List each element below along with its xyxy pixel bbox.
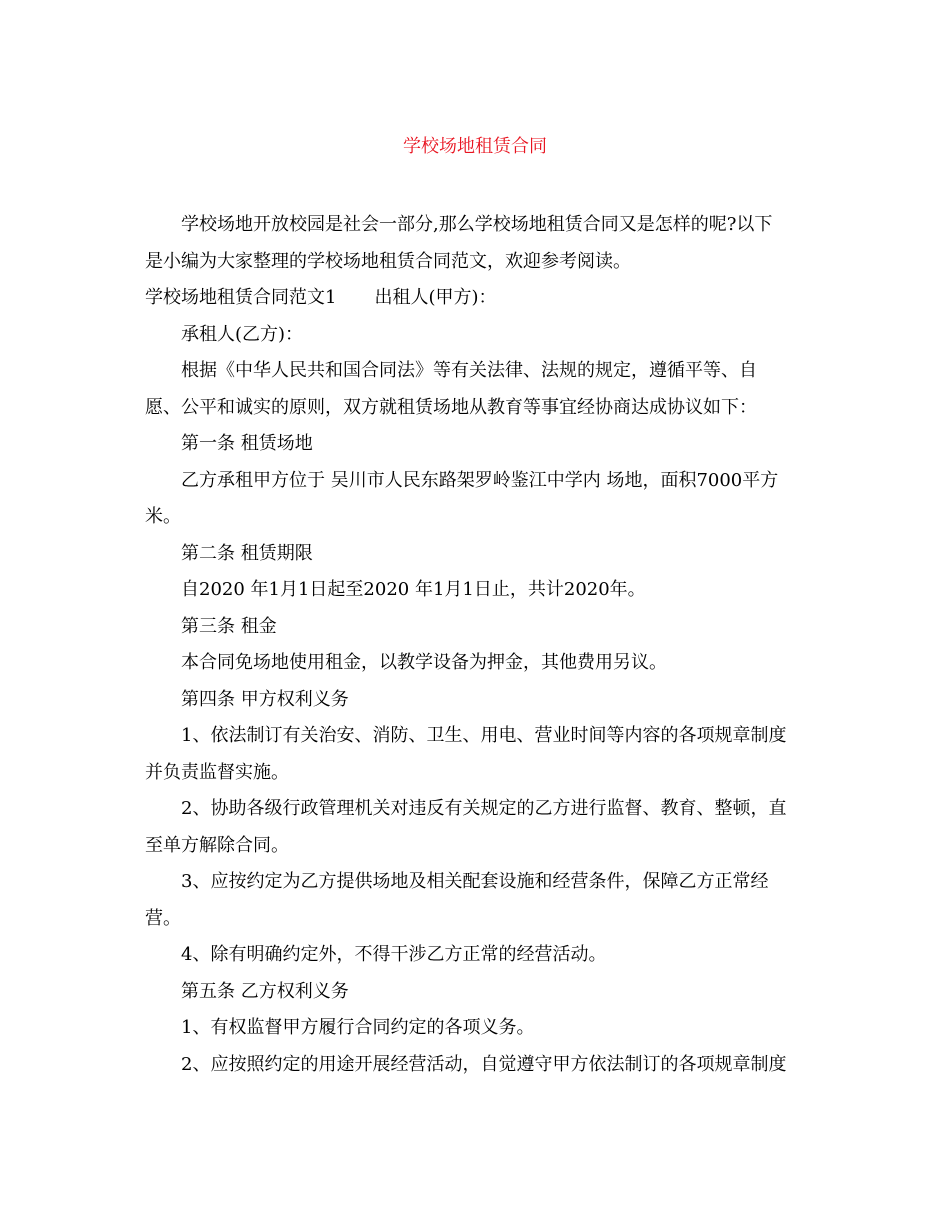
- paragraph-line: 是小编为大家整理的学校场地租赁合同范文，欢迎参考阅读。: [145, 250, 631, 272]
- paragraph-line: 1、依法制订有关治安、消防、卫生、用电、营业时间等内容的各项规章制度: [181, 725, 787, 746]
- article-heading: 第三条 租金: [181, 615, 277, 637]
- paragraph-line: 至单方解除合同。: [145, 834, 289, 856]
- article-heading: 第一条 租赁场地: [181, 433, 313, 454]
- paragraph-line: 根据《中华人民共和国合同法》等有关法律、法规的规定，遵循平等、自: [181, 360, 757, 381]
- paragraph-line: 米。: [145, 506, 181, 527]
- paragraph-line: 本合同免场地使用租金，以教学设备为押金，其他费用另议。: [181, 652, 667, 673]
- paragraph-line: 愿、公平和诚实的原则，双方就租赁场地从教育等事宜经协商达成协议如下：: [145, 396, 757, 418]
- section-heading-sample: 学校场地租赁合同范文1: [145, 287, 337, 308]
- lessee-label: 承租人(乙方)：: [181, 323, 304, 345]
- document-title: 学校场地租赁合同: [403, 136, 547, 157]
- paragraph-line: 2、协助各级行政管理机关对违反有关规定的乙方进行监督、教育、整顿，直: [181, 798, 787, 819]
- paragraph-line: 2、应按照约定的用途开展经营活动，自觉遵守甲方依法制订的各项规章制度: [181, 1053, 787, 1075]
- paragraph-line: 学校场地开放校园是社会一部分,那么学校场地租赁合同又是怎样的呢?以下: [181, 214, 773, 235]
- article-heading: 第五条 乙方权利义务: [181, 980, 349, 1002]
- paragraph-line: 自2020 年1月1日起至2020 年1月1日止，共计2020年。: [181, 579, 646, 600]
- paragraph-line: 乙方承租甲方位于 吴川市人民东路架罗岭鉴江中学内 场地，面积7000平方: [181, 469, 779, 491]
- paragraph-line: 营。: [145, 907, 181, 929]
- paragraph-line: [145, 280, 810, 317]
- article-heading: 第二条 租赁期限: [181, 542, 313, 564]
- document-body: [145, 207, 810, 1083]
- paragraph-line: 3、应按约定为乙方提供场地及相关配套设施和经营条件，保障乙方正常经: [181, 871, 769, 892]
- paragraph-line: 1、有权监督甲方履行合同约定的各项义务。: [181, 1017, 535, 1038]
- article-heading: 第四条 甲方权利义务: [181, 688, 349, 710]
- paragraph-line: 并负责监督实施。: [145, 761, 289, 783]
- lessor-label: 出租人(甲方)：: [374, 287, 497, 308]
- paragraph-line: 4、除有明确约定外，不得干涉乙方正常的经营活动。: [181, 944, 607, 965]
